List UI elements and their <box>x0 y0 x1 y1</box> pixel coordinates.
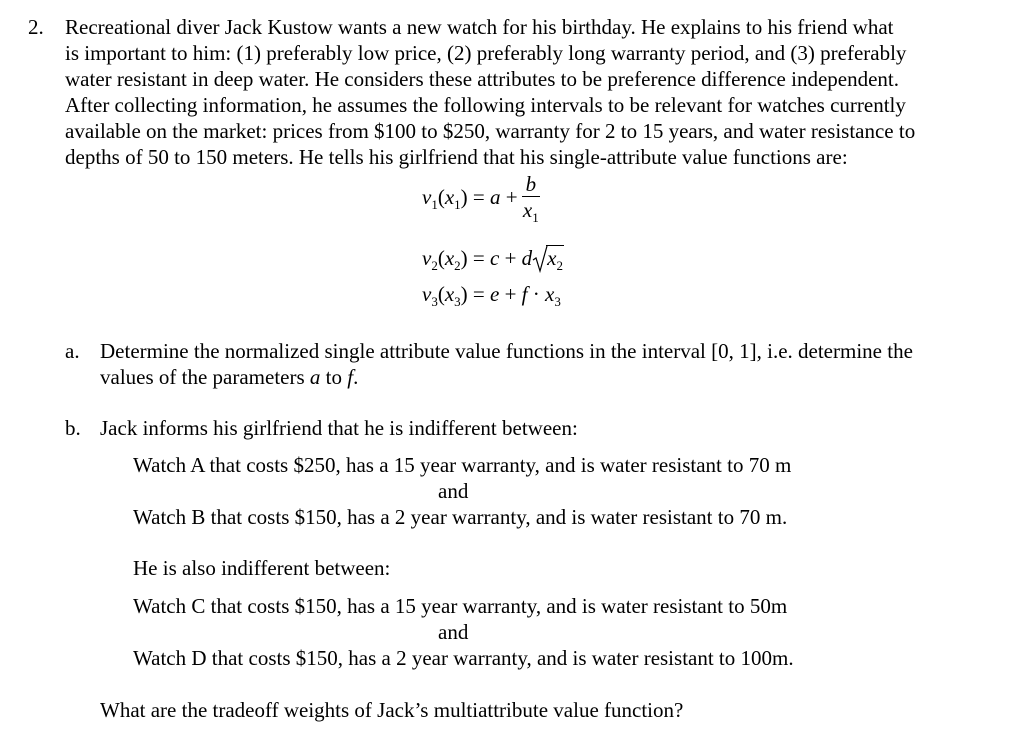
eq3-var-sub: 3 <box>454 294 461 309</box>
part-a-line2 <box>100 364 358 390</box>
part-a-var-a: a <box>309 365 321 389</box>
part-a-suffix: . <box>353 365 359 389</box>
intro-line: is important to him: (1) preferably low price, (2) preferably long warranty period, and (3) preferably <box>65 41 907 65</box>
eq3-plus: + <box>504 282 517 306</box>
eq1-numerator: b <box>522 172 541 197</box>
part-a-line1: Determine the normalized single attribute value functions in the interval [0, 1], i.e. determine the <box>100 339 913 363</box>
eq1-func: v <box>422 184 432 209</box>
part-a-label: a. <box>65 339 80 363</box>
eq1-var: x <box>444 184 455 209</box>
eq3-x-sub: 3 <box>554 294 561 309</box>
part-b-intro: Jack informs his girlfriend that he is indifferent between: <box>100 416 578 440</box>
intro-line: available on the market: prices from $100 to $250, warranty for 2 to 15 years, and water resistance to <box>65 119 916 143</box>
part-a-mid: to <box>320 365 348 389</box>
tradeoff-question: What are the tradeoff weights of Jack’s multiattribute value function? <box>100 698 684 722</box>
eq3-param-f: f <box>521 282 528 306</box>
eq1-denominator: $x_1$ <box>522 198 539 225</box>
eq3-dot: · <box>532 282 540 306</box>
eq2-func-sub: 2 <box>431 258 438 273</box>
problem-number: 2. <box>28 15 44 39</box>
eq1-fraction <box>522 172 541 226</box>
equation-v2: $v_2(x_2) = c + d$ $x_2$ <box>422 246 564 271</box>
equation-v3: $v_3(x_3) = e + f \cdot x_3$ <box>422 282 561 309</box>
eq3-x: x <box>545 282 555 306</box>
intro-line: depths of 50 to 150 meters. He tells his girlfriend that his single-attribute value functions are: <box>65 145 848 169</box>
eq2-plus: + <box>504 246 517 270</box>
equation-v1: $v_1(x_1) = a$ + $\frac{b}{x_1}$ <box>422 172 539 225</box>
eq2-sqrt: $x_2$ <box>532 246 564 271</box>
also-indifferent-text: He is also indifferent between: <box>133 556 391 580</box>
eq2-var-sub: 2 <box>454 258 461 273</box>
eq1-param-a: a <box>490 184 501 209</box>
intro-line: water resistant in deep water. He considers these attributes to be preference difference independent. <box>65 67 900 91</box>
and-text: and <box>438 620 469 644</box>
eq2-param-d: d <box>521 246 533 270</box>
watch-d-text: Watch D that costs $150, has a 2 year warranty, and is water resistant to 100m. <box>133 646 794 670</box>
intro-line: After collecting information, he assumes the following intervals to be relevant for watches currently <box>65 93 906 117</box>
eq1-plus: + <box>505 184 518 209</box>
intro-line: Recreational diver Jack Kustow wants a new watch for his birthday. He explains to his friend what <box>65 15 894 39</box>
eq3-func: v <box>422 282 432 306</box>
watch-a-text: Watch A that costs $250, has a 15 year warranty, and is water resistant to 70 m <box>133 453 792 477</box>
eq1-func-sub: 1 <box>431 196 438 212</box>
part-a-var-f: f <box>347 365 354 389</box>
eq2-param-c: c <box>490 246 500 270</box>
eq2-func: v <box>422 246 432 270</box>
part-a-prefix: values of the parameters <box>100 365 310 389</box>
sqrt-sign-icon <box>532 243 548 273</box>
part-b-label: b. <box>65 416 81 440</box>
watch-c-text: Watch C that costs $150, has a 15 year warranty, and is water resistant to 50m <box>133 594 788 618</box>
eq3-var: x <box>444 282 455 306</box>
eq2-var: x <box>444 246 455 270</box>
eq1-var-sub: 1 <box>454 196 461 212</box>
eq3-func-sub: 3 <box>431 294 438 309</box>
watch-b-text: Watch B that costs $150, has a 2 year warranty, and is water resistant to 70 m. <box>133 505 788 529</box>
and-text: and <box>438 479 469 503</box>
eq3-param-e: e <box>490 282 500 306</box>
